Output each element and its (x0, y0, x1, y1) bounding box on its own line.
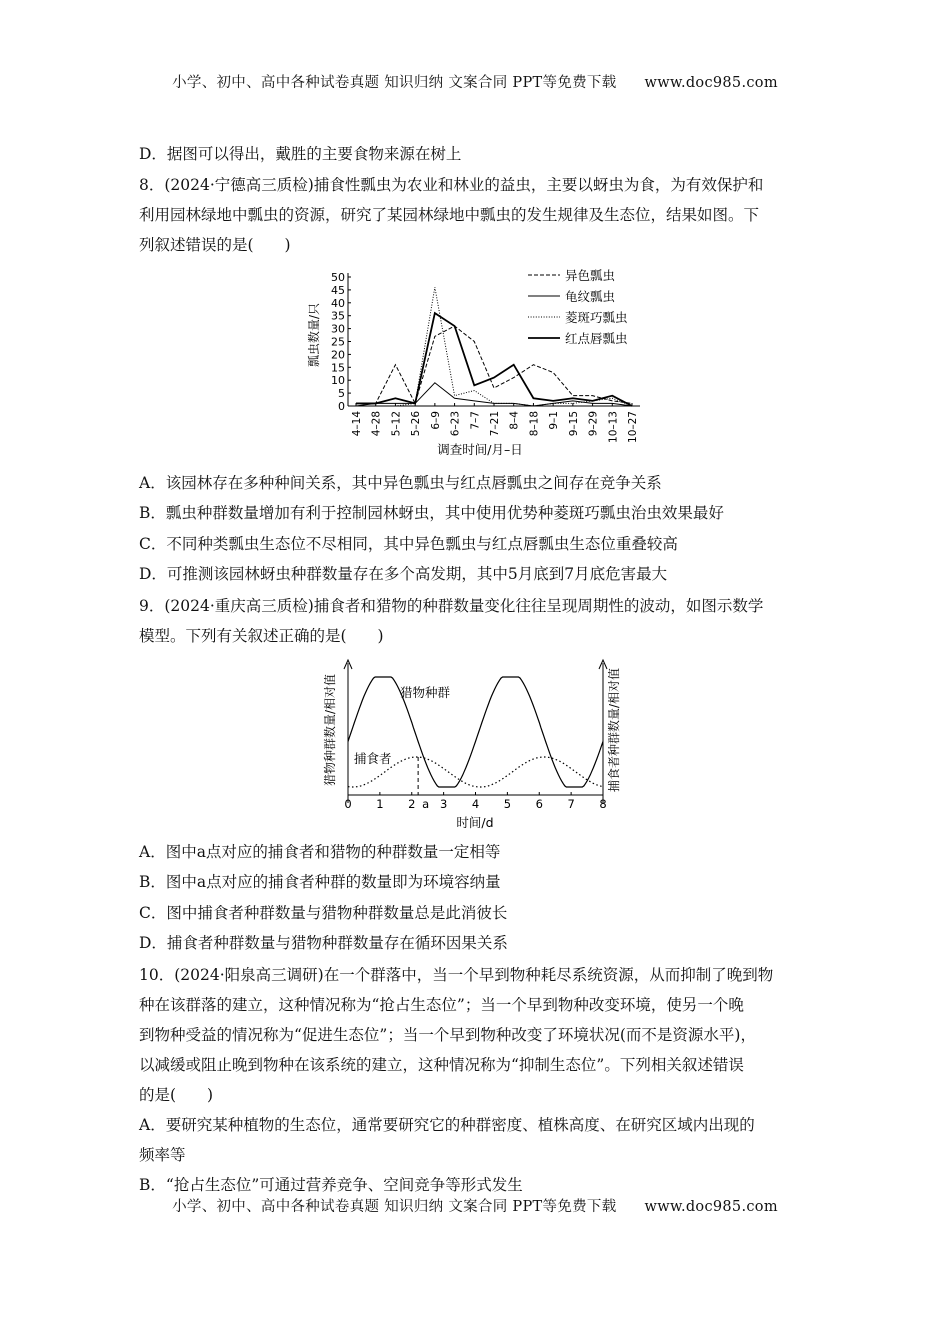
q9-option-b: B．图中a点对应的捕食者种群的数量即为环境容纳量 (139, 873, 501, 891)
x-axis-label: 时间/d (456, 815, 494, 830)
q10-option-a-cont: 频率等 (139, 1146, 186, 1164)
header-text: 小学、初中、高中各种试卷真题 知识归纳 文案合同 PPT等免费下载 (172, 75, 617, 91)
y-tick-label: 25 (331, 335, 345, 349)
q9-option-a: A．图中a点对应的捕食者和猎物的种群数量一定相等 (139, 843, 501, 861)
q8-stem-line: 利用园林绿地中瓢虫的资源，研究了某园林绿地中瓢虫的发生规律及生态位，结果如图。下 (139, 206, 760, 224)
q8-option-a: A．该园林存在多种种间关系，其中异色瓢虫与红点唇瓢虫之间存在竞争关系 (139, 474, 662, 492)
footer-url[interactable]: www.doc985.com (644, 1199, 778, 1215)
x-tick-label: 6 (535, 797, 543, 811)
x-tick-label: 0 (344, 797, 352, 811)
x-tick-label: 9–29 (587, 411, 600, 437)
x-tick-label: 4 (471, 797, 480, 811)
x-tick-label: 1 (376, 797, 384, 811)
y-tick-label: 45 (331, 283, 345, 297)
q9-stem-line: 模型。下列有关叙述正确的是( ) (139, 627, 384, 645)
x-tick-label: 9–1 (548, 411, 561, 430)
x-tick-label: 8–18 (528, 411, 541, 437)
q9-option-c: C．图中捕食者种群数量与猎物种群数量总是此消彼长 (139, 904, 508, 922)
x-tick-label: 9–15 (567, 411, 580, 437)
ladybird-count-chart (300, 263, 660, 463)
q8-option-d: D．可推测该园林蚜虫种群数量存在多个高发期，其中5月底到7月底危害最大 (139, 565, 668, 583)
series-line-3 (356, 287, 632, 406)
y-tick-label: 35 (331, 309, 345, 323)
y-tick-label: 10 (331, 374, 345, 388)
y-tick-label: 15 (331, 361, 345, 375)
q10-stem-line: 到物种受益的情况称为“促进生态位”；当一个早到物种改变了环境状况(而不是资源水平)， (139, 1026, 756, 1044)
series-line-4 (356, 313, 632, 406)
x-tick-label: 7–7 (469, 411, 482, 430)
x-tick-label: 2 (408, 797, 416, 811)
legend-label: 异色瓢虫 (565, 268, 616, 283)
q10-option-b: B．“抢占生态位”可通过营养竞争、空间竞争等形式发生 (139, 1176, 523, 1194)
a-point-label: a (422, 797, 430, 811)
x-tick-label: 4–14 (351, 411, 363, 437)
page-footer (0, 1195, 950, 1216)
legend-label: 龟纹瓢虫 (565, 289, 616, 304)
x-tick-label: 8 (599, 797, 607, 811)
q10-stem-line: 以减缓或阻止晚到物种在该系统的建立，这种情况称为“抑制生态位”。下列相关叙述错误 (139, 1056, 744, 1074)
right-y-axis-label: 捕食者种群数量/相对值 (607, 667, 621, 793)
x-tick-label: 10–13 (607, 411, 620, 443)
x-axis-label: 调查时间/月–日 (437, 442, 523, 457)
q8-stem-line: 列叙述错误的是( ) (139, 236, 291, 254)
q7-option-d: D．据图可以得出，戴胜的主要食物来源在树上 (139, 145, 462, 163)
y-tick-label: 20 (331, 348, 345, 362)
y-tick-label: 50 (331, 271, 345, 284)
x-tick-label: 4–28 (370, 411, 383, 437)
prey-curve-label: 猎物种群 (400, 685, 451, 700)
q10-stem-line: 种在该群落的建立，这种情况称为“抢占生态位”；当一个早到物种改变环境，使另一个晚 (139, 996, 744, 1014)
q9-option-d: D．捕食者种群数量与猎物种群数量存在循环因果关系 (139, 934, 508, 952)
q10-stem-line: 10．(2024·阳泉高三调研)在一个群落中，当一个早到物种耗尽系统资源，从而抑制了晚到物 (139, 966, 774, 984)
y-tick-label: 30 (331, 322, 345, 336)
x-tick-label: 3 (439, 797, 448, 811)
x-tick-label: 5–26 (410, 411, 423, 437)
q8-stem-line: 8．(2024·宁德高三质检)捕食性瓢虫为农业和林业的益虫，主要以蚜虫为食，为有效保护和 (139, 176, 764, 194)
q9-stem-line: 9．(2024·重庆高三质检)捕食者和猎物的种群数量变化往往呈现周期性的波动，如图示数学 (139, 597, 764, 615)
predator-prey-chart (320, 655, 640, 835)
footer-text: 小学、初中、高中各种试卷真题 知识归纳 文案合同 PPT等免费下载 (172, 1199, 617, 1215)
y-tick-label: 40 (331, 296, 345, 310)
x-tick-label: 10–27 (627, 411, 639, 443)
header-url[interactable]: www.doc985.com (644, 75, 778, 91)
x-tick-label: 6–23 (449, 411, 462, 437)
q8-option-b: B．瓢虫种群数量增加有利于控制园林蚜虫，其中使用优势种菱斑巧瓢虫治虫效果最好 (139, 504, 724, 522)
legend-label: 红点唇瓢虫 (565, 331, 628, 346)
q8-option-c: C．不同种类瓢虫生态位不尽相同，其中异色瓢虫与红点唇瓢虫生态位重叠较高 (139, 535, 678, 553)
x-tick-label: 5–12 (390, 411, 403, 437)
left-y-axis-label: 猎物种群数量/相对值 (323, 673, 337, 787)
q10-option-a: A．要研究某种植物的生态位，通常要研究它的种群密度、植株高度、在研究区域内出现的 (139, 1116, 755, 1134)
q10-stem-line: 的是( ) (139, 1086, 214, 1104)
y-tick-label: 0 (338, 400, 345, 413)
x-tick-label: 5 (503, 797, 512, 811)
x-tick-label: 6–9 (429, 411, 442, 430)
x-tick-label: 8–4 (508, 411, 521, 430)
y-axis-label: 瓢虫数量/只 (307, 302, 321, 368)
x-tick-label: 7–21 (489, 411, 501, 437)
legend-label: 菱斑巧瓢虫 (565, 310, 628, 325)
y-tick-label: 5 (338, 387, 345, 401)
series-line-2 (356, 383, 632, 406)
x-tick-label: 7 (567, 797, 575, 811)
prey-curve (348, 677, 603, 787)
page-header (0, 71, 950, 92)
predator-curve-label: 捕食者 (354, 751, 392, 766)
